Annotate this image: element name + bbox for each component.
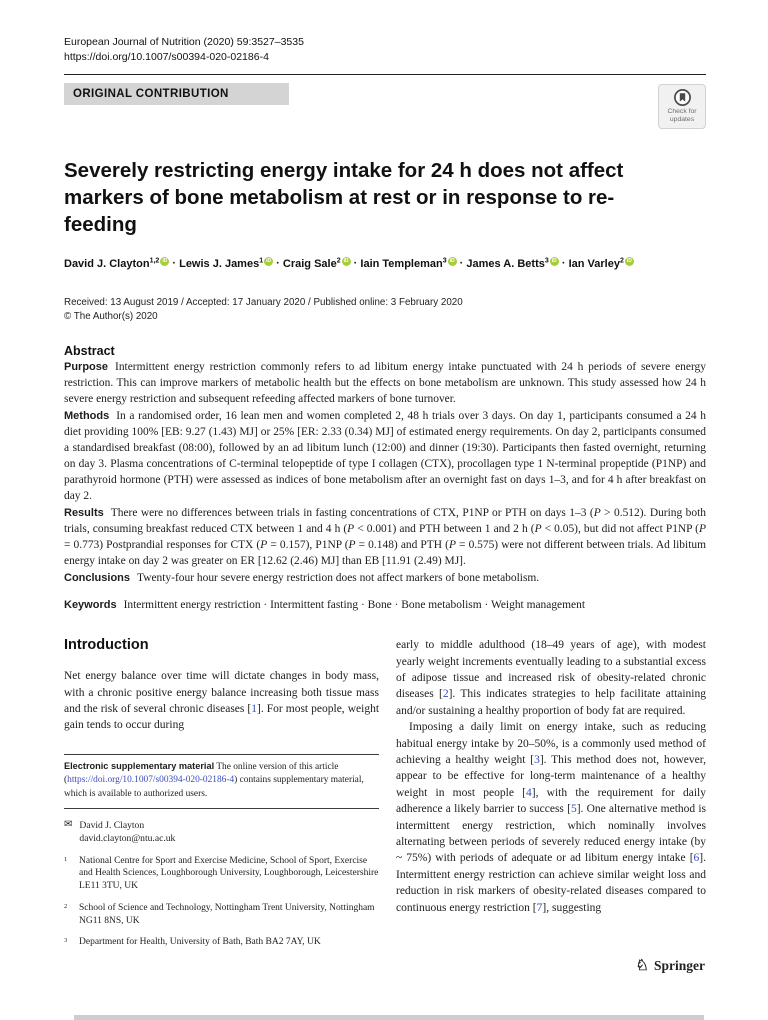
- article-type-band: ORIGINAL CONTRIBUTION: [64, 83, 289, 105]
- keywords-label: Keywords: [64, 599, 117, 612]
- footnote-rule-top: [64, 754, 379, 755]
- journal-citation-line: European Journal of Nutrition (2020) 59:3527–3535: [64, 36, 304, 48]
- citation-link[interactable]: 6: [693, 852, 700, 865]
- author: James A. Betts$^3$ iD: [466, 257, 557, 270]
- header-rule: [64, 74, 706, 75]
- doi-line[interactable]: https://doi.org/10.1007/s00394-020-02186-4: [64, 51, 269, 63]
- correspondence-email[interactable]: david.clayton@ntu.ac.uk: [79, 833, 176, 845]
- author: Craig Sale$^2$ iD: [282, 257, 349, 270]
- orcid-icon[interactable]: iD: [266, 258, 272, 265]
- introduction-heading: Introduction: [64, 637, 149, 654]
- abstract-section-label: Purpose: [64, 360, 109, 373]
- correspondence-details: [79, 819, 175, 846]
- affiliation-text: National Centre for Sport and Exercise Medicine, School of Sport, Exercise and Health Sciences, Loughborough University, Loughborough, Leicestershire LE11 3TU, UK: [79, 855, 379, 892]
- doi-link[interactable]: https://doi.org/10.1007/s00394-020-02186-4: [67, 775, 235, 786]
- springer-horse-icon: ♘: [635, 957, 649, 974]
- springer-label: Springer: [653, 958, 705, 973]
- author-separator: ·: [169, 257, 180, 270]
- abstract-paragraph: Purpose Intermittent energy restriction commonly refers to ad libitum energy intake punctuated with 24 h periods of severe energy restriction. This can improve markers of metabolic health but the effects on bone metabolism are unknown. This study assessed how 24 h severe energy restriction and subsequent refeeding affected markers of bone turnover.: [64, 360, 706, 405]
- orcid-icon[interactable]: iD: [551, 258, 557, 265]
- author-separator: ·: [456, 257, 467, 270]
- abstract-section-label: Results: [64, 507, 104, 520]
- orcid-icon[interactable]: iD: [626, 258, 632, 265]
- orcid-icon[interactable]: iD: [162, 258, 168, 265]
- abstract-paragraph: Results There were no differences between trials in fasting concentrations of CTX, P1NP or PTH on days 1–3 (P > 0.512). During both trials, consuming breakfast reduced CTX between 1 and 4 h (P < 0.001) and PTH between 1 and 2 h (P < 0.05), but did not affect P1NP (P = 0.773) Postprandial responses for CTX (P = 0.157), P1NP (P = 0.148) and PTH (P = 0.575) were not different between trials. Ad libitum energy intake on day 2 was greater on ER [12.62 (2.46) MJ] than EB [11.91 (2.49) MJ].: [64, 507, 706, 568]
- abstract-heading: Abstract: [64, 343, 115, 358]
- author: Ian Varley$^2$ iD: [568, 257, 632, 270]
- introduction-paragraph: Imposing a daily limit on energy intake, such as reducing habitual energy intake by 20–50%, is a commonly used method of achieving a healthy weight [3]. This method does not, however, appear to be effective for long-term maintenance of a healthy weight in most people [4], with the requirement for daily adherence a likely barrier to success [5]. One alternative method is intermittent energy restriction, which nominally involves alternating between periods of severely reduced energy intake (by ~ 75%) with periods of adequate or ad libitum energy intake [6]. Intermittent energy restriction can achieve similar weight loss and reduction in risk markers of obesity-related diseases compared to continuous energy restriction [7], suggesting: [396, 721, 706, 914]
- envelope-icon: ✉: [64, 818, 73, 830]
- abstract-paragraph: Methods In a randomised order, 16 lean men and women completed 2, 48 h trials over 3 days. On day 1, participants consumed a 24 h diet providing 100% [EB: 9.27 (1.43) MJ] or 25% [ER: 2.33 (0.34) MJ] of estimated energy requirements. On day 2, participants consumed a standardised breakfast (08:00), followed by an ad libitum lunch (12:00) and dinner (19:30). Participants then fasted overnight, returning on day 3. Plasma concentrations of C-terminal telopeptide of type I collagen (CTX), procollagen type 1 N-terminal propeptide (P1NP) and parathyroid hormone (PTH) were assessed as indices of bone metabolism after an overnight fast on days 1–3, and for 4 h after breakfast on day 2.: [64, 409, 706, 503]
- citation-link[interactable]: 5: [570, 803, 577, 816]
- orcid-icon[interactable]: iD: [449, 258, 455, 265]
- keywords-line: [64, 599, 706, 611]
- esm-note: [64, 761, 379, 801]
- affiliation-number: 1: [64, 855, 68, 863]
- article-title: Severely restricting energy intake for 24 h does not affect markers of bone metabolism at rest or in response to re-feeding: [64, 158, 624, 237]
- esm-text: The online version of this article (https://doi.org/10.1007/s00394-020-02186-4) contains supplementary material, which is available to authorized users.: [64, 761, 364, 799]
- introduction-paragraph: early to middle adulthood (18–49 years of age), with modest yearly weight increments eventually leading to a substantial excess of adipose tissue and increased risk of obesity-related chronic diseases [2]. This indicates strategies to help facilitate attaining and/or sustaining a healthy proportion of body fat are required.: [396, 639, 707, 717]
- author: David J. Clayton$^{1,2}$ iD: [64, 257, 168, 270]
- next-page-edge: [74, 1015, 704, 1020]
- author-separator: ·: [273, 257, 283, 270]
- affiliation-text: Department for Health, University of Bath, Bath BA2 7AY, UK: [79, 937, 321, 948]
- author: Lewis J. James$^1$ iD: [179, 257, 272, 270]
- author-list: [64, 257, 706, 270]
- introduction-paragraph: Net energy balance over time will dictate changes in body mass, with a chronic positive energy balance increasing both tissue mass and the risk of several chronic diseases [1]. For most people, weight gain tends to occur during: [64, 670, 380, 732]
- citation-link[interactable]: 4: [525, 786, 532, 799]
- affiliations: [64, 855, 379, 949]
- author: Iain Templeman$^3$ iD: [360, 257, 455, 270]
- citation-link[interactable]: 2: [442, 688, 449, 701]
- esm-label: Electronic supplementary material: [64, 760, 215, 771]
- left-column: [64, 637, 379, 949]
- affiliation-number: 3: [64, 937, 68, 945]
- citation-link[interactable]: 3: [534, 754, 540, 767]
- footnote-block: [64, 754, 379, 949]
- citation-link[interactable]: 1: [251, 703, 258, 716]
- correspondence-name: David J. Clayton: [79, 819, 145, 831]
- dates-line: Received: 13 August 2019 / Accepted: 17 January 2020 / Published online: 3 February 2020: [64, 296, 463, 308]
- affiliation: [64, 902, 379, 927]
- orcid-icon[interactable]: iD: [343, 258, 349, 265]
- affiliation: [64, 936, 379, 949]
- check-badge-line2: updates: [669, 116, 695, 124]
- keywords-text: Intermittent energy restriction · Intermittent fasting · Bone · Bone metabolism · Weight management: [123, 599, 586, 612]
- affiliation-number: 2: [64, 902, 68, 910]
- affiliation: [64, 855, 379, 893]
- abstract-section: [64, 344, 706, 611]
- right-column: [396, 637, 706, 949]
- check-badge-line1: Check for: [667, 108, 697, 115]
- abstract-section-label: Conclusions: [64, 572, 131, 585]
- abstract-sections: [64, 359, 706, 586]
- check-for-updates-badge[interactable]: [658, 84, 706, 129]
- abstract-paragraph: Conclusions Twenty-four hour severe energy restriction does not affect markers of bone metabolism.: [64, 572, 540, 585]
- abstract-section-label: Methods: [64, 409, 110, 422]
- springer-logo: [636, 958, 705, 974]
- author-separator: ·: [558, 257, 569, 270]
- affiliation-text: School of Science and Technology, Nottingham Trent University, Nottingham NG11 8NS, UK: [79, 902, 375, 926]
- correspondence: [64, 819, 379, 846]
- footnote-rule-bottom: [64, 808, 379, 809]
- copyright-line: © The Author(s) 2020: [64, 310, 158, 322]
- citation-link[interactable]: 7: [536, 901, 543, 914]
- author-separator: ·: [350, 257, 361, 270]
- crossmark-icon: [673, 88, 692, 107]
